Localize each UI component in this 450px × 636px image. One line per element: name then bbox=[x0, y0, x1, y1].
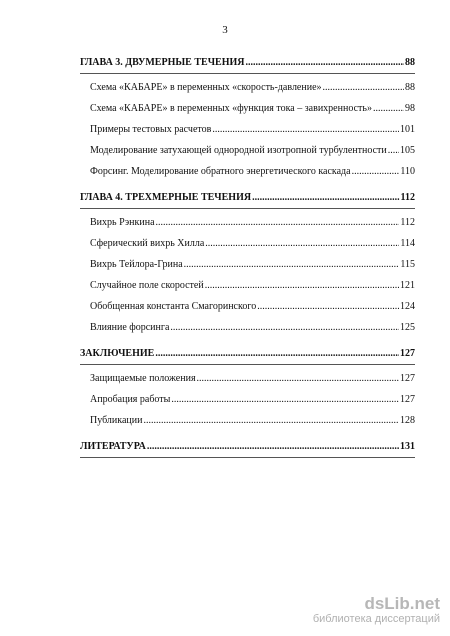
toc-entry-page: 112 bbox=[400, 192, 415, 203]
dot-leader bbox=[323, 82, 404, 94]
dot-leader bbox=[147, 441, 399, 453]
toc-entry-title: ГЛАВА 4. ТРЕХМЕРНЫЕ ТЕЧЕНИЯ bbox=[80, 192, 252, 203]
toc-section bbox=[80, 373, 415, 385]
watermark-logo bbox=[313, 595, 440, 626]
dot-leader bbox=[245, 57, 404, 69]
toc-section bbox=[80, 280, 415, 292]
table-of-contents bbox=[80, 57, 415, 466]
chapter-underline bbox=[80, 364, 415, 365]
toc-chapter bbox=[80, 57, 415, 69]
toc-entry-title: ГЛАВА 3. ДВУМЕРНЫЕ ТЕЧЕНИЯ bbox=[80, 57, 245, 68]
toc-entry-title: Влияние форсинга bbox=[90, 322, 170, 333]
toc-entry-title: Вихрь Рэнкина bbox=[90, 217, 155, 228]
toc-entry-title: Моделирование затухающей однородной изотропной турбулентности bbox=[90, 145, 387, 156]
toc-entry-title: ЛИТЕРАТУРА bbox=[80, 441, 146, 452]
dot-leader bbox=[197, 373, 399, 385]
dot-leader bbox=[205, 280, 399, 292]
toc-section bbox=[80, 415, 415, 427]
toc-entry-title: Защищаемые положения bbox=[90, 373, 196, 384]
dot-leader bbox=[143, 415, 399, 427]
toc-entry-page: 105 bbox=[400, 145, 415, 156]
dot-leader bbox=[388, 145, 399, 157]
toc-entry-title: Публикации bbox=[90, 415, 143, 426]
toc-entry-page: 125 bbox=[400, 322, 415, 333]
toc-entry-title: Схема «КАБАРЕ» в переменных «функция тока – завихренность» bbox=[90, 103, 372, 114]
watermark-brand: dsLib.net bbox=[364, 594, 440, 613]
toc-entry-page: 127 bbox=[400, 348, 415, 359]
dot-leader bbox=[252, 192, 399, 204]
toc-entry-title: Вихрь Тейлора-Грина bbox=[90, 259, 183, 270]
toc-entry-page: 88 bbox=[405, 82, 415, 93]
dot-leader bbox=[184, 259, 400, 271]
toc-entry-page: 101 bbox=[400, 124, 415, 135]
toc-entry-page: 131 bbox=[400, 441, 415, 452]
toc-section bbox=[80, 166, 415, 178]
toc-section bbox=[80, 124, 415, 136]
toc-section bbox=[80, 82, 415, 94]
toc-entry-title: Апробация работы bbox=[90, 394, 171, 405]
toc-entry-page: 128 bbox=[400, 415, 415, 426]
toc-entry-title: Сферический вихрь Хилла bbox=[90, 238, 205, 249]
toc-section bbox=[80, 103, 415, 115]
toc-chapter bbox=[80, 348, 415, 360]
toc-entry-page: 121 bbox=[400, 280, 415, 291]
toc-entry-page: 124 bbox=[400, 301, 415, 312]
toc-entry-title: Обобщенная константа Смагоринского bbox=[90, 301, 257, 312]
toc-entry-page: 115 bbox=[400, 259, 415, 270]
toc-entry-page: 88 bbox=[405, 57, 415, 68]
chapter-underline bbox=[80, 73, 415, 74]
dot-leader bbox=[170, 322, 399, 334]
toc-entry-page: 114 bbox=[400, 238, 415, 249]
dot-leader bbox=[155, 348, 399, 360]
page-number: 3 bbox=[222, 24, 228, 36]
toc-entry-page: 98 bbox=[405, 103, 415, 114]
toc-chapter bbox=[80, 441, 415, 453]
toc-section bbox=[80, 217, 415, 229]
dot-leader bbox=[171, 394, 399, 406]
toc-section bbox=[80, 394, 415, 406]
toc-section bbox=[80, 259, 415, 271]
toc-entry-title: Случайное поле скоростей bbox=[90, 280, 204, 291]
toc-entry-page: 112 bbox=[400, 217, 415, 228]
toc-chapter bbox=[80, 192, 415, 204]
toc-section bbox=[80, 238, 415, 250]
toc-entry-title: Примеры тестовых расчетов bbox=[90, 124, 212, 135]
toc-section bbox=[80, 322, 415, 334]
watermark-tagline: библиотека диссертаций bbox=[312, 613, 440, 625]
dot-leader bbox=[257, 301, 399, 313]
dot-leader bbox=[373, 103, 404, 115]
chapter-underline bbox=[80, 208, 415, 209]
chapter-underline bbox=[80, 457, 415, 458]
toc-entry-title: Форсинг. Моделирование обратного энергетического каскада bbox=[90, 166, 351, 177]
dot-leader bbox=[212, 124, 399, 136]
dot-leader bbox=[352, 166, 400, 178]
toc-entry-page: 127 bbox=[400, 373, 415, 384]
toc-entry-page: 127 bbox=[400, 394, 415, 405]
dot-leader bbox=[156, 217, 400, 229]
toc-entry-page: 110 bbox=[400, 166, 415, 177]
toc-section bbox=[80, 301, 415, 313]
toc-section bbox=[80, 145, 415, 157]
toc-entry-title: ЗАКЛЮЧЕНИЕ bbox=[80, 348, 155, 359]
toc-entry-title: Схема «КАБАРЕ» в переменных «скорость-давление» bbox=[90, 82, 322, 93]
dot-leader bbox=[205, 238, 399, 250]
